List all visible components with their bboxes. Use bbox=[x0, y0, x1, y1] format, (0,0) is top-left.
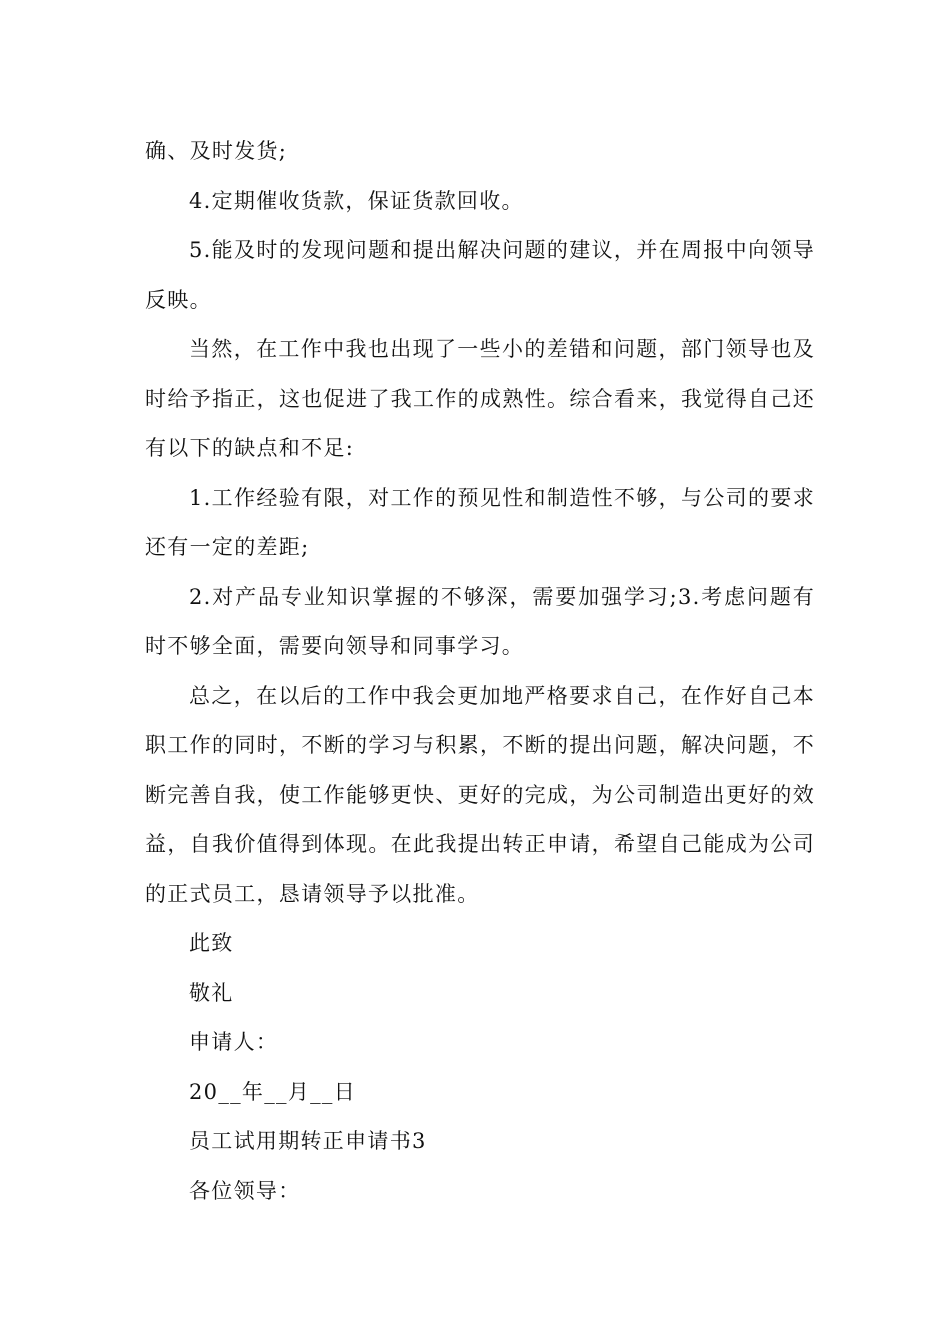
paragraph-shortcomings-intro: 当然，在工作中我也出现了一些小的差错和问题，部门领导也及时给予指正，这也促进了我工作的成熟性。综合看来，我觉得自己还有以下的缺点和不足: bbox=[145, 337, 815, 460]
document-body bbox=[145, 127, 815, 1216]
closing-salutation-1: 此致 bbox=[189, 931, 234, 955]
paragraph-conclusion: 总之，在以后的工作中我会更加地严格要求自己，在作好自己本职工作的同时，不断的学习与积累，不断的提出问题，解决问题，不断完善自我，使工作能够更快、更好的完成，为公司制造出更好的效益，自我价值得到体现。在此我提出转正申请，希望自己能成为公司的正式员工，恳请领导予以批准。 bbox=[145, 683, 815, 906]
paragraph-item-5: 5.能及时的发现问题和提出解决问题的建议，并在周报中向领导反映。 bbox=[145, 238, 815, 312]
paragraph-shortcoming-1: 1.工作经验有限，对工作的预见性和制造性不够，与公司的要求还有一定的差距; bbox=[145, 485, 815, 559]
next-section-greeting: 各位领导： bbox=[189, 1178, 301, 1203]
paragraph-shortcoming-2-3: 2.对产品专业知识掌握的不够深，需要加强学习;3.考虑问题有时不够全面，需要向领导和同事学习。 bbox=[145, 584, 815, 658]
closing-salutation-2: 敬礼 bbox=[189, 980, 234, 1005]
next-section-title: 员工试用期转正申请书3 bbox=[189, 1129, 427, 1153]
paragraph-item-4: 4.定期催收货款，保证货款回收。 bbox=[189, 188, 524, 213]
paragraph-continuation: 确、及时发货; bbox=[145, 139, 288, 163]
applicant-label: 申请人： bbox=[189, 1030, 279, 1054]
date-line: 20__年__月__日 bbox=[189, 1079, 357, 1104]
